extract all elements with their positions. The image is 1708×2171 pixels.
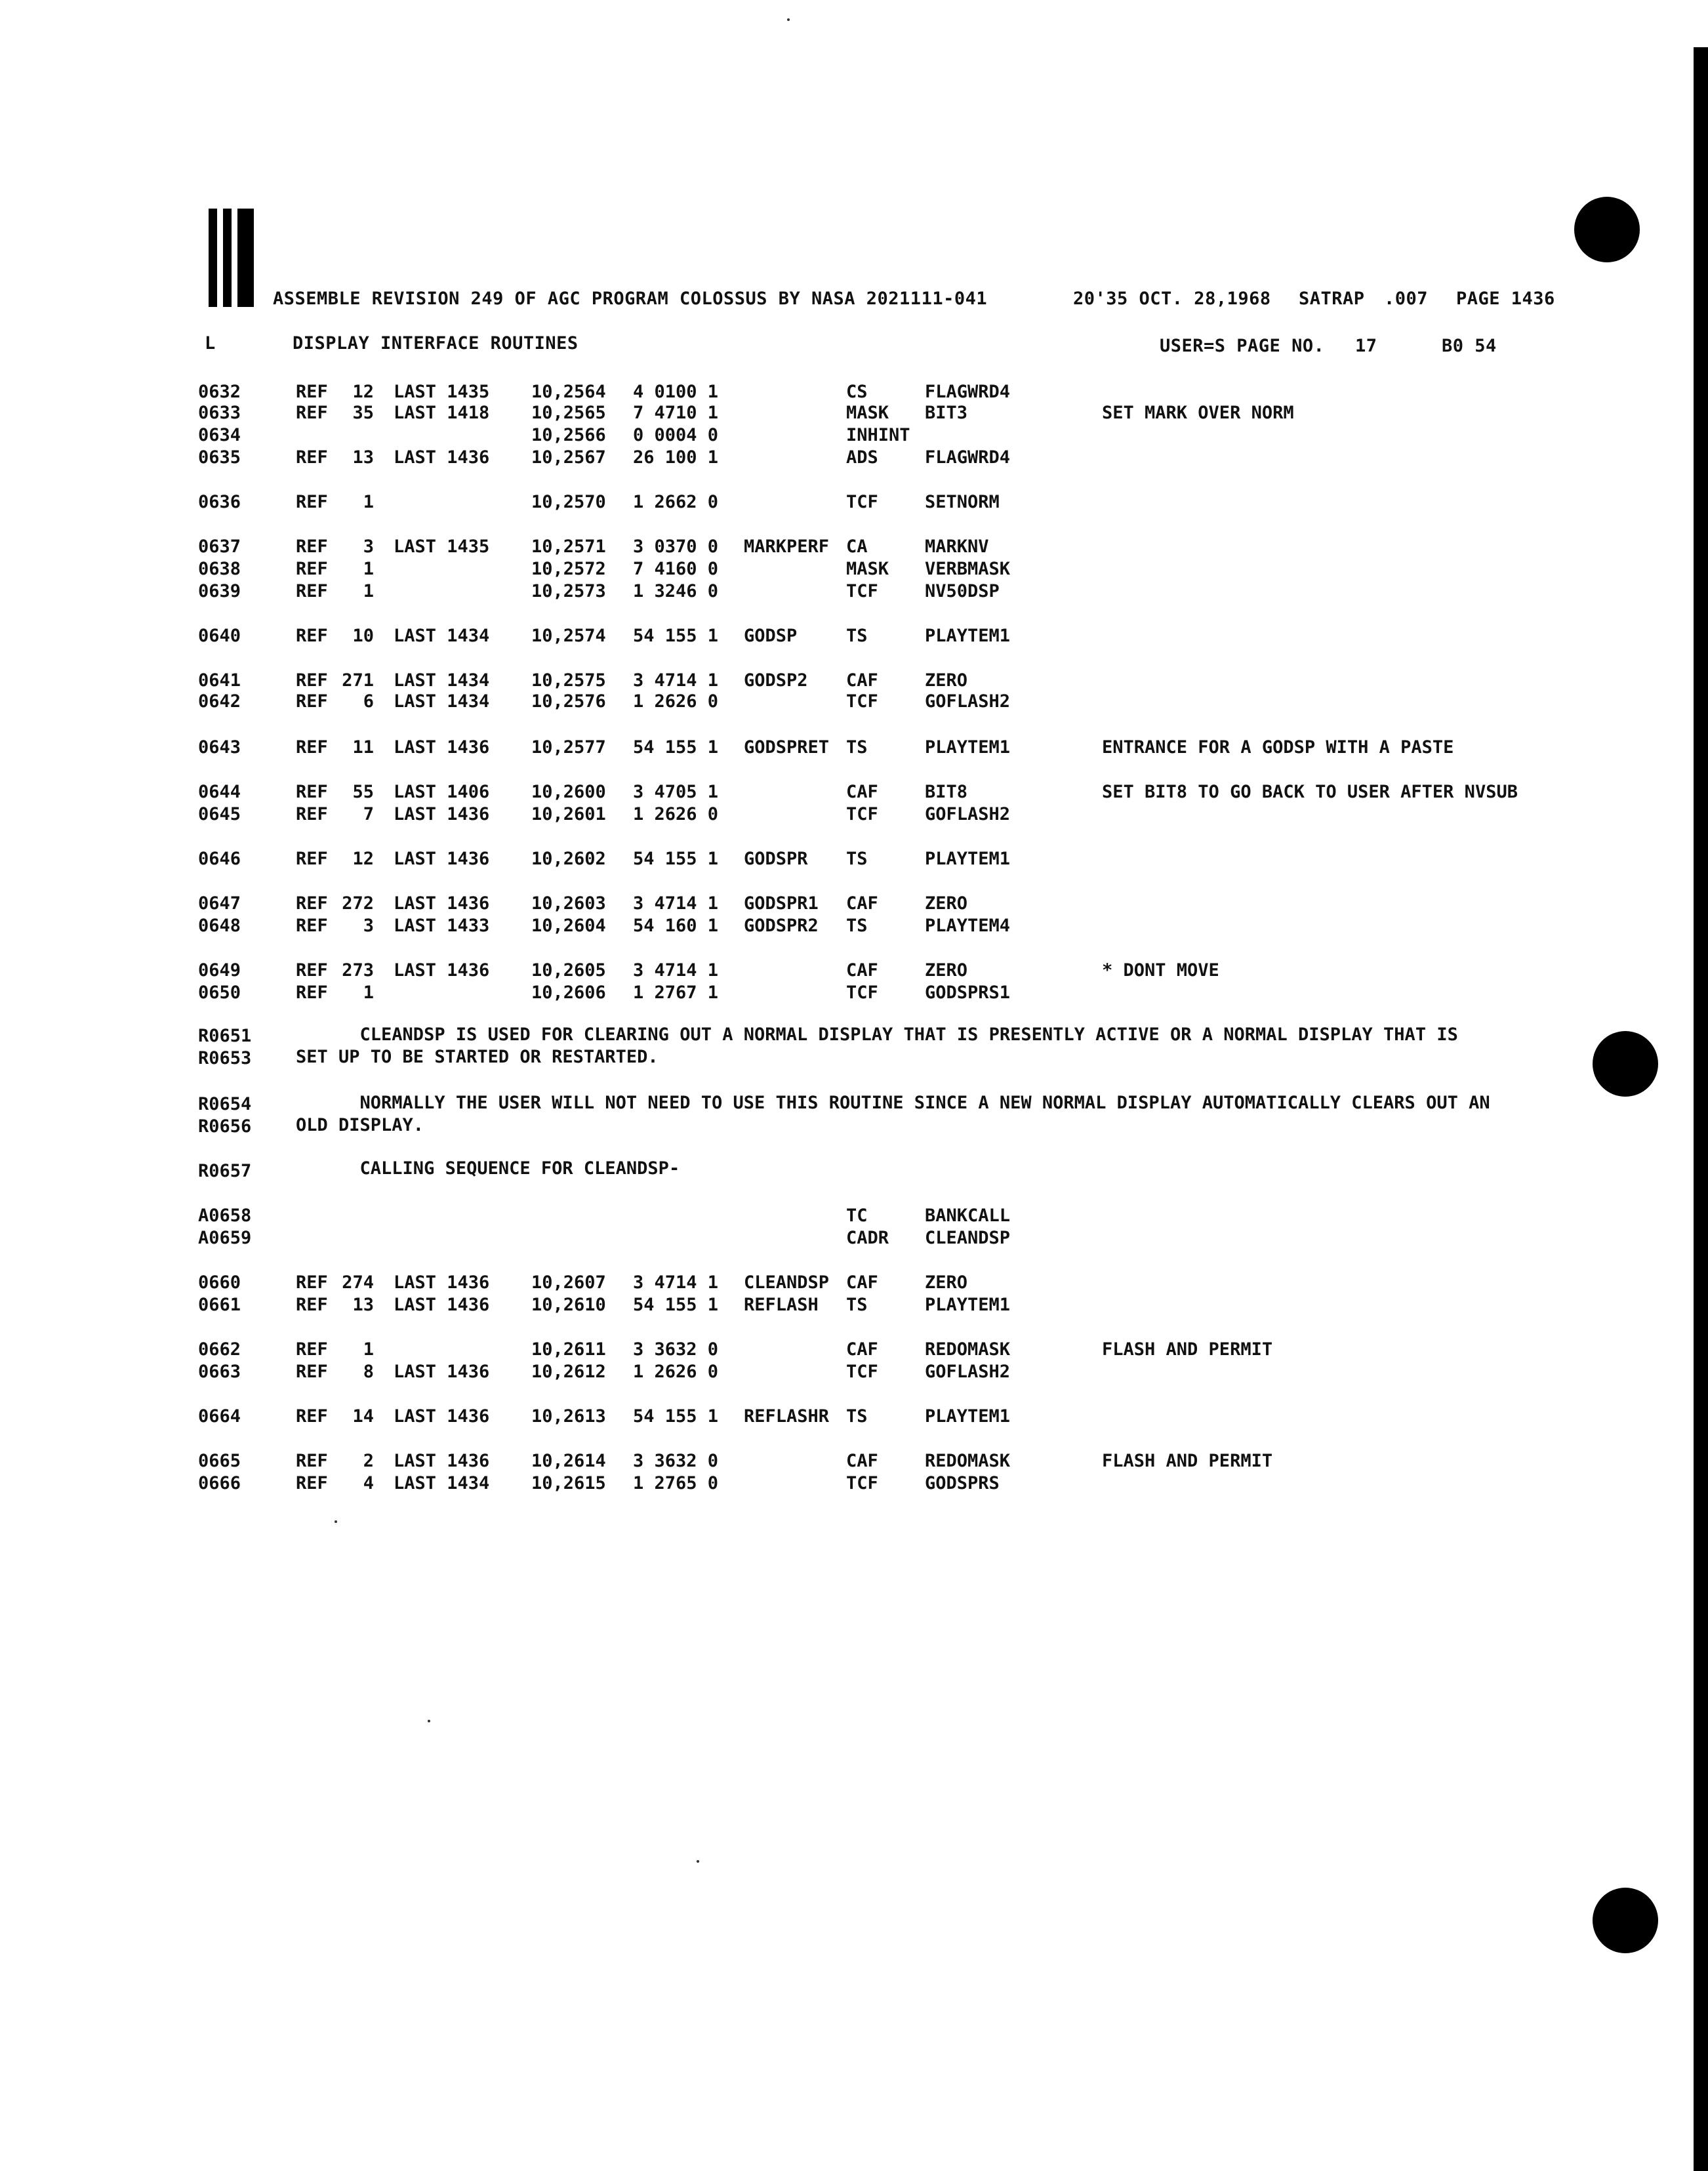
octal-word: 7 4160 0 (633, 559, 719, 579)
symbol-label: REFLASHR (744, 1406, 830, 1427)
opcode: TCF (846, 804, 878, 824)
ref-tag: REF (296, 1295, 328, 1315)
opcode: TCF (846, 1473, 878, 1493)
bo-label: B0 54 (1442, 336, 1497, 356)
last-ref: LAST 1436 (394, 960, 490, 981)
opcode: TS (846, 1295, 868, 1315)
address: 10,2572 (531, 559, 606, 579)
ref-tag: REF (296, 1272, 328, 1293)
opcode: TCF (846, 581, 878, 601)
ref-count: 35 (352, 403, 374, 423)
ref-count: 13 (352, 447, 374, 468)
scan-speck (787, 18, 790, 21)
octal-word: 1 2626 0 (633, 804, 719, 824)
octal-word: 1 3246 0 (633, 581, 719, 601)
listing-row (0, 1228, 1708, 1250)
punch-hole-top (1574, 197, 1640, 262)
listing-row (0, 626, 1708, 648)
operand: FLAGWRD4 (925, 447, 1011, 468)
scan-speck (428, 1720, 430, 1722)
line-number: 0647 (198, 893, 241, 914)
line-number: 0662 (198, 1339, 241, 1360)
line-number: 0639 (198, 581, 241, 601)
operand: FLAGWRD4 (925, 382, 1011, 402)
opcode: TS (846, 916, 868, 936)
ref-tag: REF (296, 691, 328, 712)
line-number: 0648 (198, 916, 241, 936)
page-number: PAGE 1436 (1456, 289, 1555, 309)
last-ref: LAST 1436 (394, 1272, 490, 1293)
line-number: 0645 (198, 804, 241, 824)
operand: PLAYTEM1 (925, 849, 1011, 869)
octal-word: 1 2765 0 (633, 1473, 719, 1493)
line-number: 0637 (198, 537, 241, 557)
address: 10,2574 (531, 626, 606, 646)
last-ref: LAST 1436 (394, 447, 490, 468)
ref-tag: REF (296, 893, 328, 914)
opcode: TCF (846, 983, 878, 1003)
comment: SET BIT8 TO GO BACK TO USER AFTER NVSUB (1102, 782, 1518, 802)
operand: PLAYTEM4 (925, 916, 1011, 936)
listing-row (0, 782, 1708, 804)
listing-row (0, 916, 1708, 938)
last-ref: LAST 1434 (394, 670, 490, 691)
ref-count: 11 (352, 737, 374, 758)
operand: PLAYTEM1 (925, 1406, 1011, 1427)
ref-count: 271 (342, 670, 374, 691)
octal-word: 3 4705 1 (633, 782, 719, 802)
last-ref: LAST 1436 (394, 849, 490, 869)
last-ref: LAST 1436 (394, 804, 490, 824)
last-ref: LAST 1433 (394, 916, 490, 936)
ref-count: 1 (363, 492, 374, 512)
ref-count: 12 (352, 382, 374, 402)
operand: PLAYTEM1 (925, 626, 1011, 646)
listing-row (0, 1272, 1708, 1295)
symbol-label: CLEANDSP (744, 1272, 830, 1293)
ref-count: 3 (363, 537, 374, 557)
line-number: 0650 (198, 983, 241, 1003)
opcode: CA (846, 537, 868, 557)
address: 10,2573 (531, 581, 606, 601)
line-number: 0649 (198, 960, 241, 981)
opcode: CAF (846, 670, 878, 691)
ref-tag: REF (296, 737, 328, 758)
octal-word: 1 2767 1 (633, 983, 719, 1003)
opcode: MASK (846, 403, 889, 423)
comment: * DONT MOVE (1102, 960, 1219, 981)
octal-word: 54 155 1 (633, 737, 719, 758)
comment: FLASH AND PERMIT (1102, 1339, 1273, 1360)
address: 10,2614 (531, 1451, 606, 1471)
line-number: 0646 (198, 849, 241, 869)
opcode: CADR (846, 1228, 889, 1248)
ref-count: 7 (363, 804, 374, 824)
address: 10,2575 (531, 670, 606, 691)
ref-tag: REF (296, 916, 328, 936)
last-ref: LAST 1436 (394, 1295, 490, 1315)
listing-row (0, 737, 1708, 760)
listing-row (0, 559, 1708, 581)
symbol-label: GODSPR (744, 849, 808, 869)
line-number: 0635 (198, 447, 241, 468)
line-number: 0638 (198, 559, 241, 579)
version-label: .007 (1384, 289, 1429, 309)
ref-count: 3 (363, 916, 374, 936)
ref-tag: REF (296, 537, 328, 557)
line-number: 0664 (198, 1406, 241, 1427)
remark-seq: R0653 (198, 1048, 252, 1068)
ref-tag: REF (296, 1339, 328, 1360)
octal-word: 54 155 1 (633, 626, 719, 646)
ref-count: 274 (342, 1272, 374, 1293)
last-ref: LAST 1434 (394, 1473, 490, 1493)
opcode: CAF (846, 1339, 878, 1360)
symbol-label: GODSP (744, 626, 798, 646)
octal-word: 7 4710 1 (633, 403, 719, 423)
listing-row (0, 425, 1708, 447)
opcode: CS (846, 382, 868, 402)
ref-count: 8 (363, 1362, 374, 1382)
listing-row (0, 893, 1708, 916)
opcode: MASK (846, 559, 889, 579)
address: 10,2611 (531, 1339, 606, 1360)
ref-tag: REF (296, 403, 328, 423)
octal-word: 3 0370 0 (633, 537, 719, 557)
address: 10,2604 (531, 916, 606, 936)
remark-seq: R0657 (198, 1161, 252, 1181)
operand: GOFLASH2 (925, 1362, 1011, 1382)
punch-hole-bottom (1593, 1888, 1658, 1953)
line-number: A0658 (198, 1206, 252, 1226)
last-ref: LAST 1436 (394, 893, 490, 914)
address: 10,2566 (531, 425, 606, 445)
operand: ZERO (925, 670, 968, 691)
address: 10,2567 (531, 447, 606, 468)
octal-word: 26 100 1 (633, 447, 719, 468)
operand: MARKNV (925, 537, 989, 557)
line-number: 0634 (198, 425, 241, 445)
user-page-number: 17 (1355, 336, 1377, 356)
ref-tag: REF (296, 382, 328, 402)
remark-seq: R0651 (198, 1026, 252, 1046)
listing-row (0, 492, 1708, 514)
ref-count: 13 (352, 1295, 374, 1315)
ref-tag: REF (296, 1406, 328, 1427)
address: 10,2571 (531, 537, 606, 557)
listing-row (0, 691, 1708, 714)
ref-tag: REF (296, 782, 328, 802)
address: 10,2605 (531, 960, 606, 981)
listing-row (0, 1451, 1708, 1473)
symbol-label: GODSP2 (744, 670, 808, 691)
octal-word: 54 155 1 (633, 1406, 719, 1427)
ref-count: 272 (342, 893, 374, 914)
octal-word: 54 155 1 (633, 1295, 719, 1315)
ref-tag: REF (296, 626, 328, 646)
address: 10,2576 (531, 691, 606, 712)
scan-speck (697, 1860, 699, 1863)
ref-tag: REF (296, 670, 328, 691)
ref-tag: REF (296, 1362, 328, 1382)
ref-count: 12 (352, 849, 374, 869)
opcode: TCF (846, 492, 878, 512)
last-ref: LAST 1434 (394, 626, 490, 646)
line-number: 0661 (198, 1295, 241, 1315)
line-number: 0636 (198, 492, 241, 512)
timestamp: 20'35 OCT. 28,1968 (1073, 289, 1271, 309)
listing-row (0, 447, 1708, 470)
operand: BIT8 (925, 782, 968, 802)
line-number: 0633 (198, 403, 241, 423)
opcode: CAF (846, 782, 878, 802)
remark-seq: R0656 (198, 1116, 252, 1137)
operand: GOFLASH2 (925, 691, 1011, 712)
operand: SETNORM (925, 492, 1000, 512)
address: 10,2610 (531, 1295, 606, 1315)
ref-count: 1 (363, 559, 374, 579)
address: 10,2565 (531, 403, 606, 423)
ref-tag: REF (296, 960, 328, 981)
octal-word: 0 0004 0 (633, 425, 719, 445)
comment: ENTRANCE FOR A GODSP WITH A PASTE (1102, 737, 1454, 758)
listing-row (0, 581, 1708, 603)
operand: REDOMASK (925, 1339, 1011, 1360)
section-title: DISPLAY INTERFACE ROUTINES (293, 333, 579, 354)
ref-tag: REF (296, 983, 328, 1003)
address: 10,2564 (531, 382, 606, 402)
ref-count: 6 (363, 691, 374, 712)
ref-tag: REF (296, 849, 328, 869)
remark-seq: R0654 (198, 1094, 252, 1114)
line-number: 0644 (198, 782, 241, 802)
ref-tag: REF (296, 1451, 328, 1471)
line-number: 0640 (198, 626, 241, 646)
line-number: 0642 (198, 691, 241, 712)
octal-word: 1 2662 0 (633, 492, 719, 512)
last-ref: LAST 1435 (394, 382, 490, 402)
listing-row (0, 1295, 1708, 1317)
operand: VERBMASK (925, 559, 1011, 579)
operand: PLAYTEM1 (925, 737, 1011, 758)
symbol-label: MARKPERF (744, 537, 830, 557)
ref-tag: REF (296, 581, 328, 601)
address: 10,2612 (531, 1362, 606, 1382)
opcode: INHINT (846, 425, 910, 445)
address: 10,2601 (531, 804, 606, 824)
listing-row (0, 670, 1708, 693)
ref-count: 1 (363, 983, 374, 1003)
opcode: CAF (846, 1272, 878, 1293)
symbol-label: GODSPR1 (744, 893, 819, 914)
remark-text: OLD DISPLAY. (296, 1115, 424, 1135)
operand: ZERO (925, 893, 968, 914)
ref-count: 273 (342, 960, 374, 981)
scan-edge-strip (1694, 47, 1708, 2171)
ref-tag: REF (296, 447, 328, 468)
ref-tag: REF (296, 492, 328, 512)
octal-word: 3 3632 0 (633, 1339, 719, 1360)
symbol-label: GODSPRET (744, 737, 830, 758)
octal-word: 54 160 1 (633, 916, 719, 936)
opcode: TCF (846, 691, 878, 712)
opcode: TCF (846, 1362, 878, 1382)
remark-text: CALLING SEQUENCE FOR CLEANDSP- (296, 1158, 680, 1179)
octal-word: 3 4714 1 (633, 670, 719, 691)
last-ref: LAST 1436 (394, 1451, 490, 1471)
listing-row (0, 537, 1708, 559)
address: 10,2613 (531, 1406, 606, 1427)
listing-row (0, 983, 1708, 1005)
opcode: TS (846, 626, 868, 646)
listing-row (0, 1206, 1708, 1228)
ref-count: 2 (363, 1451, 374, 1471)
line-number: 0632 (198, 382, 241, 402)
comment: SET MARK OVER NORM (1102, 403, 1294, 423)
assemble-line: ASSEMBLE REVISION 249 OF AGC PROGRAM COLOSSUS BY NASA 2021111-041 (273, 289, 988, 309)
remark-text: CLEANDSP IS USED FOR CLEARING OUT A NORMAL DISPLAY THAT IS PRESENTLY ACTIVE OR A NORMAL DISPLAY THAT IS (296, 1025, 1458, 1045)
opcode: ADS (846, 447, 878, 468)
operand: NV50DSP (925, 581, 1000, 601)
listing-row (0, 1473, 1708, 1495)
address: 10,2603 (531, 893, 606, 914)
listing-row (0, 1362, 1708, 1384)
ref-count: 55 (352, 782, 374, 802)
address: 10,2602 (531, 849, 606, 869)
address: 10,2600 (531, 782, 606, 802)
octal-word: 3 3632 0 (633, 1451, 719, 1471)
opcode: TS (846, 849, 868, 869)
opcode: CAF (846, 893, 878, 914)
address: 10,2607 (531, 1272, 606, 1293)
address: 10,2606 (531, 983, 606, 1003)
octal-word: 1 2626 0 (633, 1362, 719, 1382)
operand: CLEANDSP (925, 1228, 1011, 1248)
listing-row (0, 403, 1708, 425)
punch-hole-middle (1593, 1031, 1658, 1097)
opcode: TS (846, 737, 868, 758)
operand: GOFLASH2 (925, 804, 1011, 824)
opcode: CAF (846, 960, 878, 981)
operand: REDOMASK (925, 1451, 1011, 1471)
line-number: 0641 (198, 670, 241, 691)
last-ref: LAST 1436 (394, 1406, 490, 1427)
line-number: 0665 (198, 1451, 241, 1471)
opcode: TC (846, 1206, 868, 1226)
symbol-label: GODSPR2 (744, 916, 819, 936)
opcode: CAF (846, 1451, 878, 1471)
satrap-label: SATRAP (1299, 289, 1365, 309)
ref-tag: REF (296, 1473, 328, 1493)
operand: GODSPRS (925, 1473, 1000, 1493)
last-ref: LAST 1436 (394, 737, 490, 758)
ref-tag: REF (296, 559, 328, 579)
scan-speck (335, 1520, 337, 1523)
remark-text: NORMALLY THE USER WILL NOT NEED TO USE THIS ROUTINE SINCE A NEW NORMAL DISPLAY AUTOMATICALLY CLEARS OUT AN (296, 1093, 1490, 1113)
ref-count: 14 (352, 1406, 374, 1427)
listing-row (0, 1406, 1708, 1429)
listing-row (0, 1339, 1708, 1362)
section-prefix: L (205, 333, 216, 354)
last-ref: LAST 1418 (394, 403, 490, 423)
address: 10,2577 (531, 737, 606, 758)
operand: ZERO (925, 1272, 968, 1293)
listing-row (0, 382, 1708, 404)
octal-word: 3 4714 1 (633, 893, 719, 914)
line-number: 0660 (198, 1272, 241, 1293)
octal-word: 54 155 1 (633, 849, 719, 869)
ref-count: 1 (363, 1339, 374, 1360)
operand: GODSPRS1 (925, 983, 1011, 1003)
operand: BIT3 (925, 403, 968, 423)
listing-row (0, 960, 1708, 983)
line-number: 0666 (198, 1473, 241, 1493)
remark-text: SET UP TO BE STARTED OR RESTARTED. (296, 1047, 659, 1067)
octal-word: 4 0100 1 (633, 382, 719, 402)
last-ref: LAST 1406 (394, 782, 490, 802)
operand: ZERO (925, 960, 968, 981)
symbol-label: REFLASH (744, 1295, 819, 1315)
octal-word: 3 4714 1 (633, 960, 719, 981)
opcode: TS (846, 1406, 868, 1427)
line-number: 0643 (198, 737, 241, 758)
comment: FLASH AND PERMIT (1102, 1451, 1273, 1471)
last-ref: LAST 1436 (394, 1362, 490, 1382)
ref-tag: REF (296, 804, 328, 824)
line-number: 0663 (198, 1362, 241, 1382)
ref-count: 4 (363, 1473, 374, 1493)
address: 10,2570 (531, 492, 606, 512)
last-ref: LAST 1435 (394, 537, 490, 557)
listing-row (0, 849, 1708, 871)
address: 10,2615 (531, 1473, 606, 1493)
operand: BANKCALL (925, 1206, 1011, 1226)
octal-word: 1 2626 0 (633, 691, 719, 712)
operand: PLAYTEM1 (925, 1295, 1011, 1315)
line-number: A0659 (198, 1228, 252, 1248)
ref-count: 10 (352, 626, 374, 646)
octal-word: 3 4714 1 (633, 1272, 719, 1293)
ref-count: 1 (363, 581, 374, 601)
user-page-label: USER=S PAGE NO. (1160, 336, 1325, 356)
listing-row (0, 804, 1708, 826)
last-ref: LAST 1434 (394, 691, 490, 712)
